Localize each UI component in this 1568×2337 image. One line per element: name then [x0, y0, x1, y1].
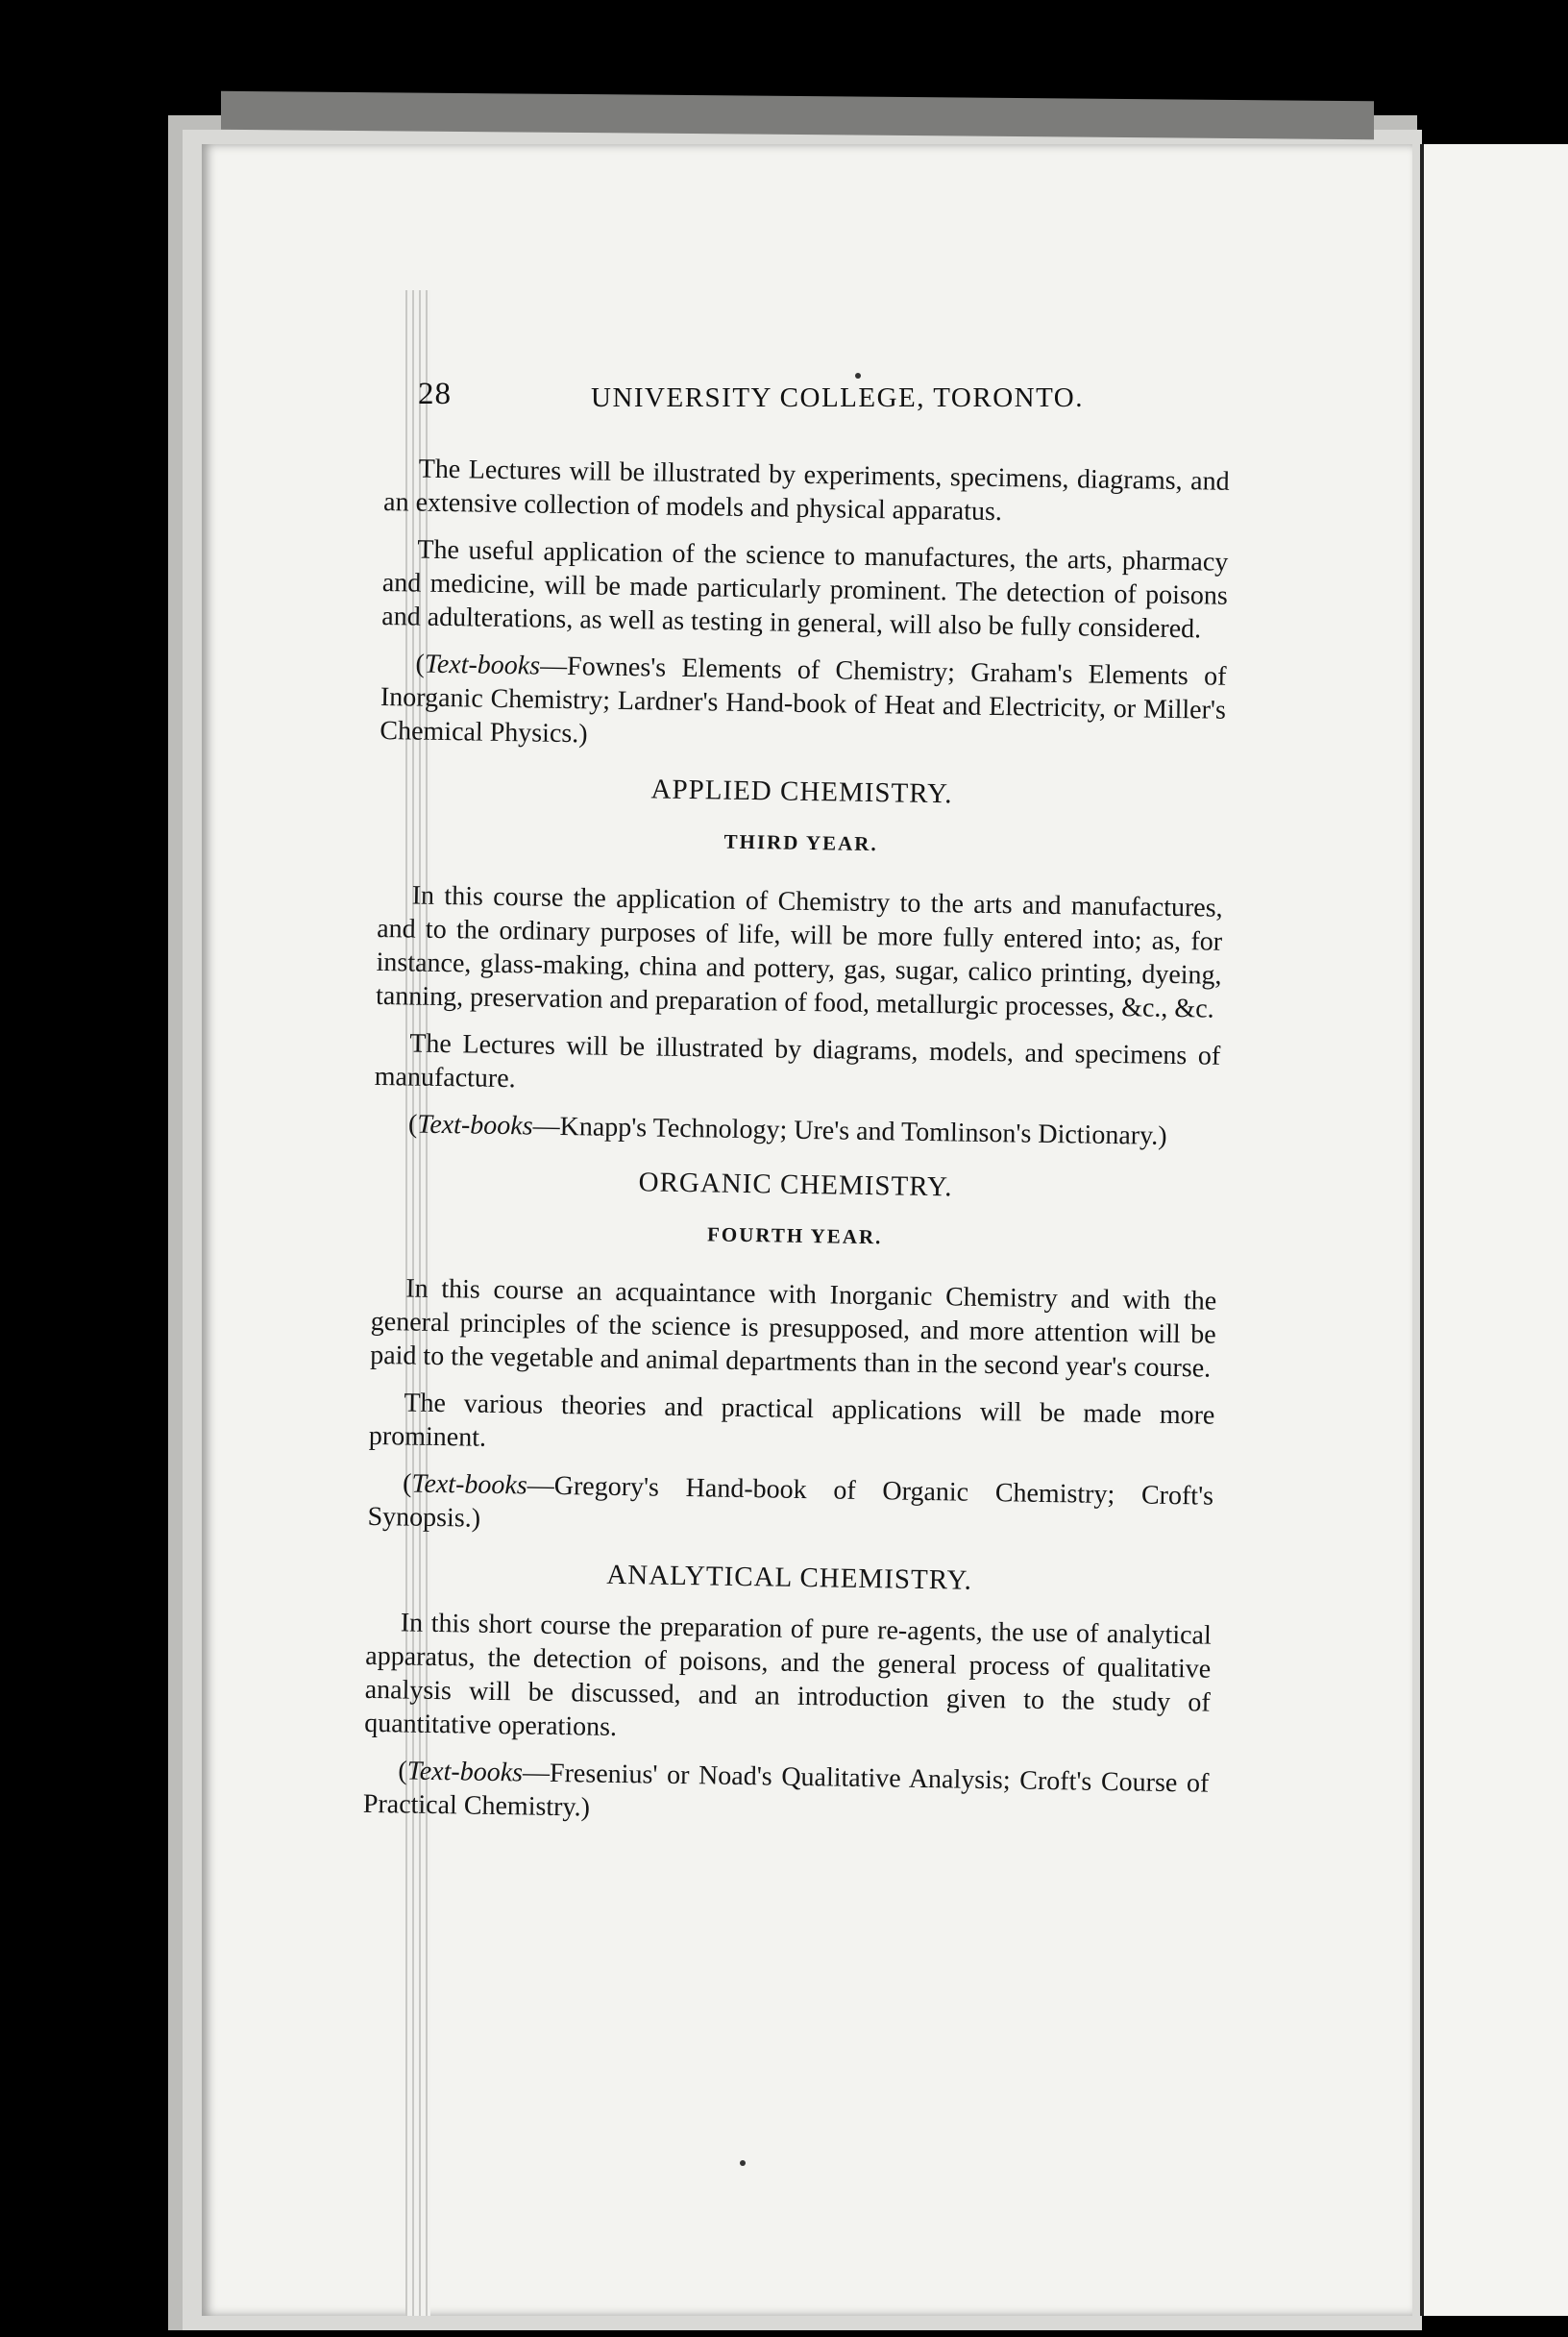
textbooks-label: Text-books [417, 1109, 533, 1142]
page-header-title: UNIVERSITY COLLEGE, TORONTO. [591, 382, 1084, 413]
body-paragraph: The Lectures will be illustrated by experiments, specimens, diagrams, and an extensive collection of models and physical apparatus. [382, 454, 1230, 528]
body-paragraph: In this course an acquaintance with Inorganic Chemistry and with the general principles of the science is presupposed, and more attention will be paid to the vegetable and animal departments than in the second year's course. [369, 1273, 1217, 1384]
textbooks-list: —Gregory's Hand-book of Organic Chemistry; Croft's Synopsis.) [367, 1470, 1214, 1534]
textbooks-label: Text-books [411, 1468, 527, 1501]
print-speck [855, 373, 861, 379]
textbooks-label: Text-books [406, 1756, 524, 1788]
body-paragraph: The useful application of the science to manufactures, the arts, pharmacy and medicine, will be made particularly prominent. The detection of poisons and adulterations, as well as testing in general, will also be fully considered. [381, 534, 1229, 645]
section-heading: APPLIED CHEMISTRY. [650, 774, 953, 810]
textbooks-list: —Knapp's Technology; Ure's and Tomlinson's Dictionary.) [532, 1111, 1167, 1151]
textbooks-label: Text-books [424, 649, 541, 681]
print-speck [740, 2160, 746, 2166]
textbooks-note: (Text-books—Fownes's Elements of Chemistry; Graham's Elements of Inorganic Chemistry; Lardner's Hand-book of Heat and Electricity, or Miller's Chemical Physics.) [380, 649, 1227, 750]
page-body [362, 452, 1229, 1848]
textbooks-note: (Text-books—Fresenius' or Noad's Qualitative Analysis; Croft's Course of Practical Chemistry.) [362, 1756, 1210, 1823]
facing-page [1420, 144, 1568, 2316]
section-heading: ORGANIC CHEMISTRY. [638, 1167, 953, 1203]
body-paragraph: The Lectures will be illustrated by diagrams, models, and specimens of manufacture. [374, 1028, 1221, 1095]
body-paragraph: The various theories and practical applications will be made more prominent. [368, 1388, 1215, 1453]
textbooks-note: (Text-books—Knapp's Technology; Ure's and Tomlinson's Dictionary.) [407, 1109, 1167, 1151]
textbooks-list: —Fresenius' or Noad's Qualitative Analysis; Croft's Course of Practical Chemistry.) [362, 1758, 1210, 1823]
body-paragraph: In this short course the preparation of pure re-agents, the use of analytical apparatus, the detection of poisons, and the general process of qualitative analysis will be discussed, and an introduction given to the study of quantitative operations. [363, 1608, 1212, 1742]
textbooks-note: (Text-books—Gregory's Hand-book of Organic Chemistry; Croft's Synopsis.) [367, 1468, 1214, 1534]
body-paragraph: In this course the application of Chemistry to the arts and manufactures, and to the ordinary purposes of life, will be more fully entered into; as, for instance, glass-making, china and pottery, gas, sugar, calico printing, dyeing, tanning, preservation and preparation of food, metallurgic processes, &c., &c. [375, 880, 1223, 1024]
page-number: 28 [418, 377, 452, 411]
textbooks-list: —Fownes's Elements of Chemistry; Graham's Elements of Inorganic Chemistry; Lardner's Hand-book of Heat and Electricity, or Miller's Chemical Physics.) [380, 651, 1227, 750]
section-subheading: FOURTH YEAR. [706, 1222, 883, 1249]
section-heading: ANALYTICAL CHEMISTRY. [606, 1559, 973, 1596]
section-subheading: THIRD YEAR. [723, 829, 878, 856]
